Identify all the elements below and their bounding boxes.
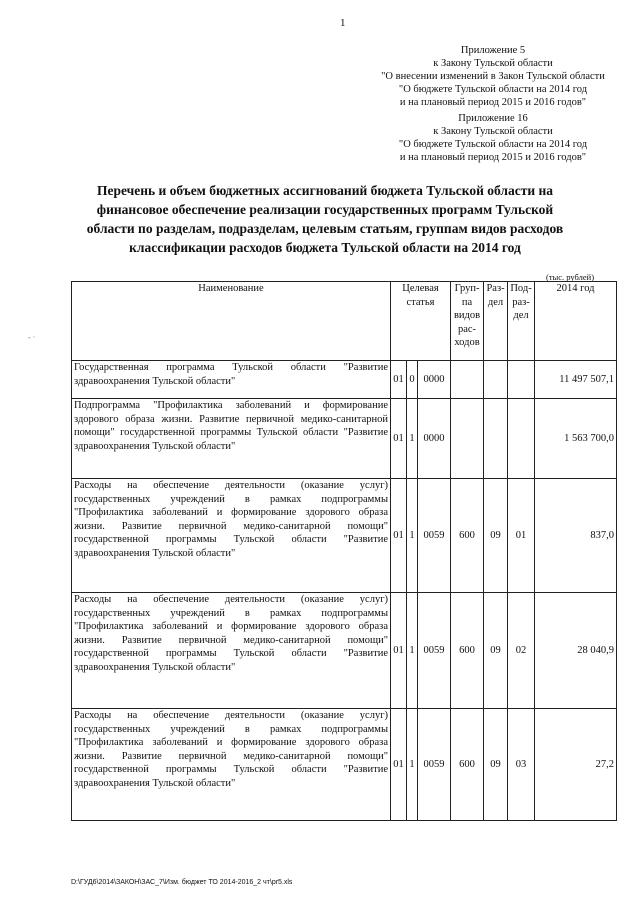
row-section xyxy=(484,361,508,399)
footer-file-path: D:\ГУД6\2014\ЗАКОН\ЗАС_7\Изм. бюджет ТО 2014-2016_2 чт\pr5.xls xyxy=(71,879,293,886)
row-code-program: 01 xyxy=(391,361,407,399)
row-subsection: 03 xyxy=(508,709,535,821)
row-name: Расходы на обеспечение деятельности (оказание услуг) государственных учреждений в рамках подпрограммы "Профилактика заболеваний и формирование здорового образа жизни. Развитие первичной медико-санитарной помощи" государственной программы Тульской области "Развитие здравоохранения Тульской области" xyxy=(72,593,391,709)
row-code-subprogram: 1 xyxy=(407,479,418,593)
appendix-16-line3: "О бюджете Тульской области на 2014 год xyxy=(398,139,588,150)
row-name: Государственная программа Тульской области "Развитие здравоохранения Тульской области" xyxy=(72,361,391,399)
table-row xyxy=(72,479,617,593)
units-label: (тыс. рублей) xyxy=(546,272,595,282)
page-number: 1 xyxy=(340,17,346,29)
row-section: 09 xyxy=(484,479,508,593)
row-code-program: 01 xyxy=(391,479,407,593)
row-section xyxy=(484,399,508,479)
row-subsection xyxy=(508,361,535,399)
appendix-16-line4: и на плановый период 2015 и 2016 годов" xyxy=(399,152,587,163)
row-code-program: 01 xyxy=(391,709,407,821)
row-name: Расходы на обеспечение деятельности (оказание услуг) государственных учреждений в рамках подпрограммы "Профилактика заболеваний и формирование здорового образа жизни. Развитие первичной медико-санитарной помощи" государственной программы Тульской области "Развитие здравоохранения Тульской области" xyxy=(72,479,391,593)
table-row xyxy=(72,709,617,821)
row-code-direction: 0000 xyxy=(418,399,451,479)
row-group: 600 xyxy=(451,479,484,593)
header-target: Целевая статья xyxy=(391,282,451,361)
appendix-16-line2: к Закону Тульской области xyxy=(433,126,553,137)
table-header-row xyxy=(72,282,617,361)
row-section: 09 xyxy=(484,593,508,709)
row-amount: 1 563 700,0 xyxy=(535,399,617,479)
table-row xyxy=(72,399,617,479)
budget-table xyxy=(71,281,617,821)
row-amount: 11 497 507,1 xyxy=(535,361,617,399)
row-code-direction: 0059 xyxy=(418,593,451,709)
row-code-direction: 0000 xyxy=(418,361,451,399)
row-code-program: 01 xyxy=(391,593,407,709)
row-subsection xyxy=(508,399,535,479)
row-code-subprogram: 0 xyxy=(407,361,418,399)
row-code-subprogram: 1 xyxy=(407,593,418,709)
header-name: Наименование xyxy=(72,282,391,361)
row-name: Расходы на обеспечение деятельности (оказание услуг) государственных учреждений в рамках подпрограммы "Профилактика заболеваний и формирование здорового образа жизни. Развитие первичной медико-санитарной помощи" государственной программы Тульской области "Развитие здравоохранения Тульской области" xyxy=(72,709,391,821)
row-group: 600 xyxy=(451,709,484,821)
row-amount: 27,2 xyxy=(535,709,617,821)
appendix-5-line4: "О бюджете Тульской области на 2014 год xyxy=(398,84,588,95)
row-subsection: 01 xyxy=(508,479,535,593)
appendix-16-line1: Приложение 16 xyxy=(458,113,528,124)
header-subsection: Под-раз-дел xyxy=(508,282,535,361)
appendix-16-header xyxy=(368,112,618,164)
header-group: Груп-па видов рас-ходов xyxy=(451,282,484,361)
row-code-program: 01 xyxy=(391,399,407,479)
scan-artifact-mark: ‑ · xyxy=(28,333,36,342)
header-year: 2014 год xyxy=(535,282,617,361)
row-name: Подпрограмма "Профилактика заболеваний и формирование здорового образа жизни. Развитие первичной медико-санитарной помощи" государственной программы Тульской области "Развитие здравоохранения Тульской области" xyxy=(72,399,391,479)
header-section: Раз-дел xyxy=(484,282,508,361)
appendix-5-header xyxy=(368,44,618,109)
row-group xyxy=(451,361,484,399)
appendix-5-line5: и на плановый период 2015 и 2016 годов" xyxy=(399,97,587,108)
row-code-direction: 0059 xyxy=(418,479,451,593)
appendix-5-line1: Приложение 5 xyxy=(460,45,526,56)
row-code-direction: 0059 xyxy=(418,709,451,821)
table-row xyxy=(72,593,617,709)
row-subsection: 02 xyxy=(508,593,535,709)
row-code-subprogram: 1 xyxy=(407,399,418,479)
row-group: 600 xyxy=(451,593,484,709)
row-code-subprogram: 1 xyxy=(407,709,418,821)
appendix-5-line3: "О внесении изменений в Закон Тульской области xyxy=(381,71,605,82)
document-title: Перечень и объем бюджетных ассигнований бюджета Тульской области на финансовое обеспечение реализации государственных программ Тульской области по разделам, подразделам, целевым статьям, группам видов расходов классификации расходов бюджета Тульской области на 2014 год xyxy=(86,183,564,255)
row-group xyxy=(451,399,484,479)
appendix-5-line2: к Закону Тульской области xyxy=(433,58,553,69)
row-amount: 837,0 xyxy=(535,479,617,593)
row-amount: 28 040,9 xyxy=(535,593,617,709)
table-row xyxy=(72,361,617,399)
row-section: 09 xyxy=(484,709,508,821)
